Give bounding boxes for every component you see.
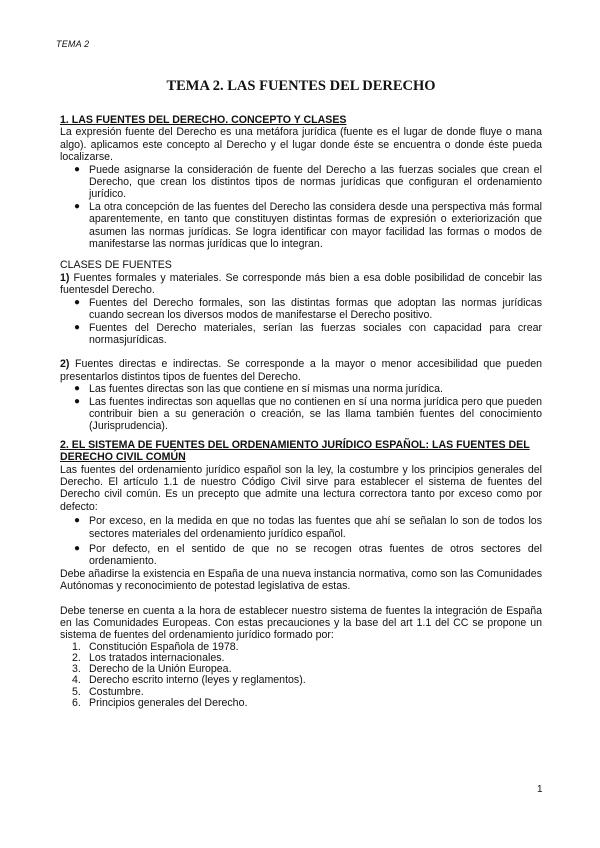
- list-item: 5. Costumbre.: [72, 685, 144, 698]
- list-item: ● Por exceso, en la medida en que no todas las fuentes que ahí se señalan lo son de todos los sectores materiales del ordenamiento jurídico español.: [74, 515, 542, 540]
- bullet-icon: ●: [74, 515, 81, 527]
- list-item: ● La otra concepción de las fuentes del Derecho las considera desde una perspectiva más formal aparentemente, en tanto que constituyen distintas formas de expresión o exteriorización que asumen las normas jurídicas. Se logra identificar con mayor facilidad las formas o modos de manifestarse las normas jurídicas que lo integran.: [74, 200, 542, 251]
- section1-bullet-list: [60, 164, 542, 251]
- list-item: ● Las fuentes indirectas son aquellas que no contienen en sí una norma jurídica pero que pueden contribuir bien a su generación o creación, se las llama también fuentes del conocimiento (Jurisprudencia).: [74, 395, 542, 433]
- section2-bullet-list: [60, 515, 542, 568]
- list-item: 1. Constitución Española de 1978.: [72, 640, 239, 653]
- page-number: 1: [537, 784, 543, 795]
- class2-bullet-list: [60, 383, 542, 433]
- sources-numbered-list: [60, 642, 542, 709]
- section2-heading: 2. EL SISTEMA DE FUENTES DEL ORDENAMIENTO JURÍDICO ESPAÑOL: LAS FUENTES DEL DERECHO CIVIL COMÚN: [60, 438, 530, 464]
- bullet-icon: ●: [74, 163, 81, 175]
- header-label: TEMA 2: [56, 39, 90, 49]
- list-item: ● Puede asignarse la consideración de fuente del Derecho a las fuerzas sociales que crean el Derecho, que crean los distintos tipos de normas jurídicas que configuran el ordenamiento jurídico.: [74, 163, 542, 201]
- bullet-icon: ●: [74, 395, 81, 407]
- class2-paragraph: 2) Fuentes directas e indirectas. Se corresponde a la mayor o menor accesibilidad que pueden presentarlos distintos tipos de fuentes del Derecho.: [60, 358, 542, 383]
- bullet-icon: ●: [74, 200, 81, 212]
- list-item: ● Fuentes del Derecho materiales, serían las fuerzas sociales con capacidad para crear normasjurídicas.: [74, 321, 542, 346]
- section1-intro: La expresión fuente del Derecho es una metáfora jurídica (fuente es el lugar de donde fluye o mana algo). aplicamos este concepto al Derecho y el lugar donde éste se encuentra o donde éste pueda localizarse.: [60, 126, 542, 164]
- section2-paragraph-2: Debe añadirse la existencia en España de una nueva instancia normativa, como son las Comunidades Autónomas y reconocimiento de potestad legislativa de estas.: [60, 567, 542, 593]
- list-item: 4. Derecho escrito interno (leyes y reglamentos).: [72, 674, 306, 687]
- bullet-icon: ●: [74, 543, 81, 554]
- page-title: TEMA 2. LAS FUENTES DEL DERECHO: [166, 78, 436, 94]
- class1-bullet-list: [60, 297, 542, 347]
- list-item: ● Las fuentes directas son las que contiene en sí mismas una norma jurídica.: [74, 383, 443, 396]
- class1-paragraph: 1) Fuentes formales y materiales. Se corresponde más bien a esa doble posibilidad de concebir las fuentesdel Derecho.: [60, 271, 542, 297]
- section2-intro: Las fuentes del ordenamiento jurídico español son la ley, la costumbre y los principios generales del Derecho. El artículo 1.1 de nuestro Código Civil sirve para establecer el sistema de fuentes del Derecho civil común. Es un precepto que admite una lectura correctora tanto por exceso como por defecto:: [60, 463, 542, 513]
- section1-heading: 1. LAS FUENTES DEL DERECHO. CONCEPTO Y CLASES: [60, 114, 347, 126]
- section2-paragraph-3: Debe tenerse en cuenta a la hora de establecer nuestro sistema de fuentes la integración de España en las Comunidades Europeas. Con estas precauciones y la base del art 1.1 del CC se propone un sistema de fuentes del ordenamiento jurídico formado por:: [60, 604, 542, 642]
- list-item: ● Por defecto, en el sentido de que no se recogen otras fuentes de otros sectores del ordenamiento.: [74, 543, 542, 568]
- bullet-icon: ●: [74, 383, 81, 395]
- bullet-icon: ●: [74, 296, 81, 308]
- list-item: ● Fuentes del Derecho formales, son las distintas formas que adoptan las normas jurídicas cuando secrean los diversos modos de manifestarse el Derecho positivo.: [74, 296, 542, 322]
- list-item: 3. Derecho de la Unión Europea.: [72, 663, 232, 676]
- list-item: 6. Principios generales del Derecho.: [72, 696, 248, 709]
- page-content: [60, 78, 542, 709]
- bullet-icon: ●: [74, 321, 81, 333]
- list-item: 2. Los tratados internacionales.: [72, 652, 225, 665]
- classes-heading: CLASES DE FUENTES: [60, 259, 172, 272]
